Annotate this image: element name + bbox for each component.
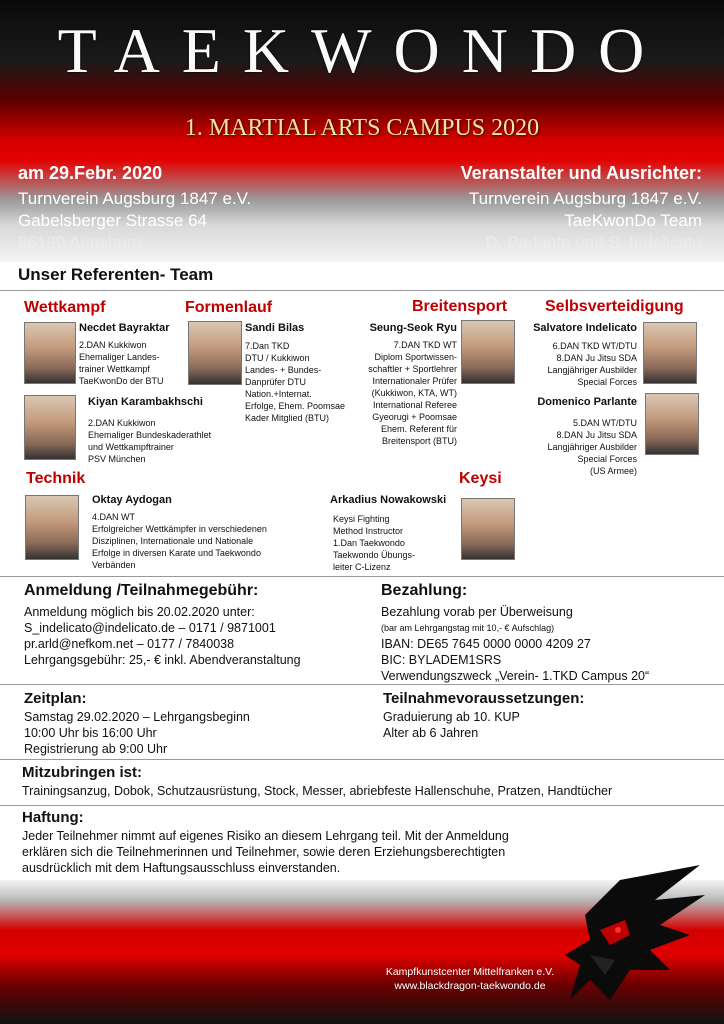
bring-along-section [22, 764, 712, 799]
text-line: Graduierung ab 10. KUP [383, 710, 520, 724]
referent-card [79, 322, 184, 387]
payment-note: (bar am Lehrgangstag mit 10,- € Aufschlag) [381, 623, 555, 633]
event-subtitle: 1. MARTIAL ARTS CAMPUS 2020 [184, 115, 540, 141]
category-wettkampf: Wettkampf [24, 299, 106, 316]
bic: BIC: BYLADEM1SRS [381, 653, 502, 667]
desc-line: Nation.+Internat. [245, 389, 312, 399]
organizer-label: Veranstalter und Ausrichter: [460, 163, 702, 183]
footer-org: Kampfkunstcenter Mittelfranken e.V. [385, 966, 555, 978]
referent-desc [345, 339, 457, 447]
text-line: Lehrgangsgebühr: 25,- € inkl. Abendveranstaltung [24, 653, 301, 667]
desc-line: Ehem. Referent für [380, 424, 457, 434]
referent-desc [88, 417, 238, 465]
category-keysi: Keysi [459, 470, 502, 487]
venue-line: Gabelsberger Strasse 64 [18, 211, 207, 230]
payment-text [381, 604, 711, 684]
referent-desc [245, 340, 355, 424]
desc-line: Landes- + Bundes- [245, 365, 322, 375]
event-date: am 29.Febr. 2020 [18, 163, 163, 183]
desc-line: 7.Dan TKD [245, 341, 290, 351]
desc-line: Ehemaliger Bundeskaderathlet [88, 430, 212, 440]
desc-line: 4.DAN WT [92, 512, 136, 522]
schedule-text [24, 709, 354, 757]
registration-title: Anmeldung /Teilnahmegebühr: [24, 582, 259, 599]
desc-line: Internationaler Prüfer [372, 376, 457, 386]
desc-line: Disziplinen, Internationale und Nationale [92, 536, 254, 546]
referent-desc [333, 513, 460, 573]
divider [0, 759, 724, 760]
desc-line: Erfolge in diversen Karate und Taekwondo [92, 548, 261, 558]
divider [0, 290, 724, 291]
referent-name: Sandi Bilas [245, 322, 305, 334]
referent-card [88, 396, 238, 465]
requirements-text [383, 709, 713, 741]
text-line: Bezahlung vorab per Überweisung [381, 605, 573, 619]
desc-line: Erfolge, Ehem. Poomsae [245, 401, 346, 411]
text-line: ausdrücklich mit dem Haftungsausschluss einverstanden. [22, 861, 341, 875]
page-title: TAEKWONDO [57, 15, 667, 86]
referent-photo [461, 320, 515, 384]
referent-card [330, 494, 460, 573]
desc-line: 6.DAN TKD WT/DTU [552, 341, 637, 351]
organizer-line: D. Parlante und S. Indelicato [485, 233, 702, 252]
referent-photo [643, 322, 697, 384]
event-venue [18, 163, 251, 254]
referent-name: Salvatore Indelicato [533, 322, 637, 334]
referent-card [92, 494, 302, 571]
event-organizer [461, 163, 702, 254]
desc-line: (US Armee) [589, 466, 637, 476]
desc-line: trainer Wettkampf [79, 364, 150, 374]
text-line: Samstag 29.02.2020 – Lehrgangsbeginn [24, 710, 250, 724]
text-line: Alter ab 6 Jahren [383, 726, 479, 740]
referent-photo [24, 395, 76, 460]
desc-line: Danprüfer DTU [245, 377, 307, 387]
organizer-line: TaeKwonDo Team [564, 211, 702, 230]
desc-line: schaftler + Sportlehrer [368, 364, 457, 374]
referent-card [245, 322, 355, 424]
requirements-section [383, 690, 713, 741]
desc-line: PSV München [88, 454, 146, 464]
text-line: Jeder Teilnehmer nimmt auf eigenes Risiko an diesem Lehrgang teil. Mit der Anmeldung [22, 829, 509, 843]
referent-photo [25, 495, 79, 560]
payment-title: Bezahlung: [381, 582, 468, 599]
desc-line: TaeKwonDo der BTU [79, 376, 164, 386]
category-breitensport: Breitensport [412, 298, 508, 315]
desc-line: Kader Mitglied (BTU) [245, 413, 330, 423]
desc-line: Breitensport (BTU) [381, 436, 457, 446]
desc-line: 8.DAN Ju Jitsu SDA [556, 430, 637, 440]
text-line: 10:00 Uhr bis 16:00 Uhr [24, 726, 157, 740]
iban: IBAN: DE65 7645 0000 0000 4209 27 [381, 637, 591, 651]
desc-line: (Kukkiwon, KTA, WT) [371, 388, 457, 398]
registration-section [24, 582, 354, 668]
desc-line: Special Forces [577, 454, 637, 464]
registration-text [24, 604, 354, 668]
desc-line: 8.DAN Ju Jitsu SDA [556, 353, 637, 363]
payment-reference: Verwendungszweck „Verein- 1.TKD Campus 20“ [381, 669, 650, 683]
referent-desc [515, 417, 637, 477]
desc-line: Taekwondo Übungs- [333, 550, 416, 560]
dragon-logo-icon [560, 860, 710, 1020]
referent-name: Seung-Seok Ryu [369, 322, 457, 334]
bring-along-text: Trainingsanzug, Dobok, Schutzausrüstung, Stock, Messer, abriebfeste Hallenschuhe, Pratzen, Handtücher [22, 784, 613, 798]
requirements-title: Teilnahmevoraussetzungen: [383, 690, 585, 707]
schedule-title: Zeitplan: [24, 690, 87, 707]
divider [0, 684, 724, 685]
referent-photo [645, 393, 699, 455]
referent-name: Domenico Parlante [537, 396, 637, 408]
divider [0, 576, 724, 577]
referent-photo [24, 322, 76, 384]
desc-line: Method Instructor [333, 526, 404, 536]
referent-desc [92, 511, 302, 571]
referent-desc [79, 339, 184, 387]
desc-line: Langjähriger Ausbilder [547, 365, 637, 375]
desc-line: Ehemaliger Landes- [79, 352, 160, 362]
referent-name: Necdet Bayraktar [79, 322, 170, 334]
text-line: S_indelicato@indelicato.de – 0171 / 9871001 [24, 621, 276, 635]
desc-line: Verbänden [92, 560, 136, 570]
referent-card [515, 322, 637, 388]
referent-name: Kiyan Karambakhschi [88, 396, 203, 408]
desc-line: 5.DAN WT/DTU [573, 418, 637, 428]
divider [0, 805, 724, 806]
text-line: pr.arld@nefkom.net – 0177 / 7840038 [24, 637, 235, 651]
team-heading: Unser Referenten- Team [18, 265, 214, 284]
referent-photo [461, 498, 515, 560]
venue-line: 86199 Augsburg [18, 233, 142, 252]
desc-line: Langjähriger Ausbilder [547, 442, 637, 452]
desc-line: 2.DAN Kukkiwon [88, 418, 156, 428]
category-technik: Technik [26, 470, 86, 487]
footer-url[interactable]: www.blackdragon-taekwondo.de [394, 980, 546, 992]
desc-line: Special Forces [577, 377, 637, 387]
organizer-line: Turnverein Augsburg 1847 e.V. [468, 189, 702, 208]
desc-line: 2.DAN Kukkiwon [79, 340, 147, 350]
desc-line: und Wettkampftrainer [88, 442, 174, 452]
desc-line: 1.Dan Taekwondo [333, 538, 405, 548]
liability-title: Haftung: [22, 809, 84, 826]
schedule-section [24, 690, 354, 757]
desc-line: leiter C-Lizenz [333, 562, 391, 572]
desc-line: Keysi Fighting [333, 514, 390, 524]
category-selbstverteidigung: Selbsverteidigung [545, 298, 684, 315]
desc-line: Gyeorugi + Poomsae [372, 412, 457, 422]
desc-line: 7.DAN TKD WT [393, 340, 457, 350]
desc-line: DTU / Kukkiwon [245, 353, 310, 363]
payment-section [381, 582, 711, 684]
bring-along-title: Mitzubringen ist: [22, 764, 142, 781]
referent-photo [188, 321, 242, 385]
desc-line: International Referee [372, 400, 457, 410]
text-line: Anmeldung möglich bis 20.02.2020 unter: [24, 605, 255, 619]
referent-name: Oktay Aydogan [92, 494, 172, 506]
referent-name: Arkadius Nowakowski [330, 494, 447, 506]
venue-line: Turnverein Augsburg 1847 e.V. [18, 189, 252, 208]
text-line: erklären sich die Teilnehmerinnen und Teilnehmer, sowie deren Erziehungsberechtigten [22, 845, 506, 859]
referent-card [515, 396, 637, 477]
category-formenlauf: Formenlauf [185, 299, 273, 316]
text-line: Registrierung ab 9:00 Uhr [24, 742, 168, 756]
referent-card [345, 322, 457, 447]
desc-line: Diplom Sportwissen- [374, 352, 457, 362]
referent-desc [515, 340, 637, 388]
desc-line: Erfolgreicher Wettkämpfer in verschiedenen [92, 524, 267, 534]
footer [370, 965, 570, 993]
